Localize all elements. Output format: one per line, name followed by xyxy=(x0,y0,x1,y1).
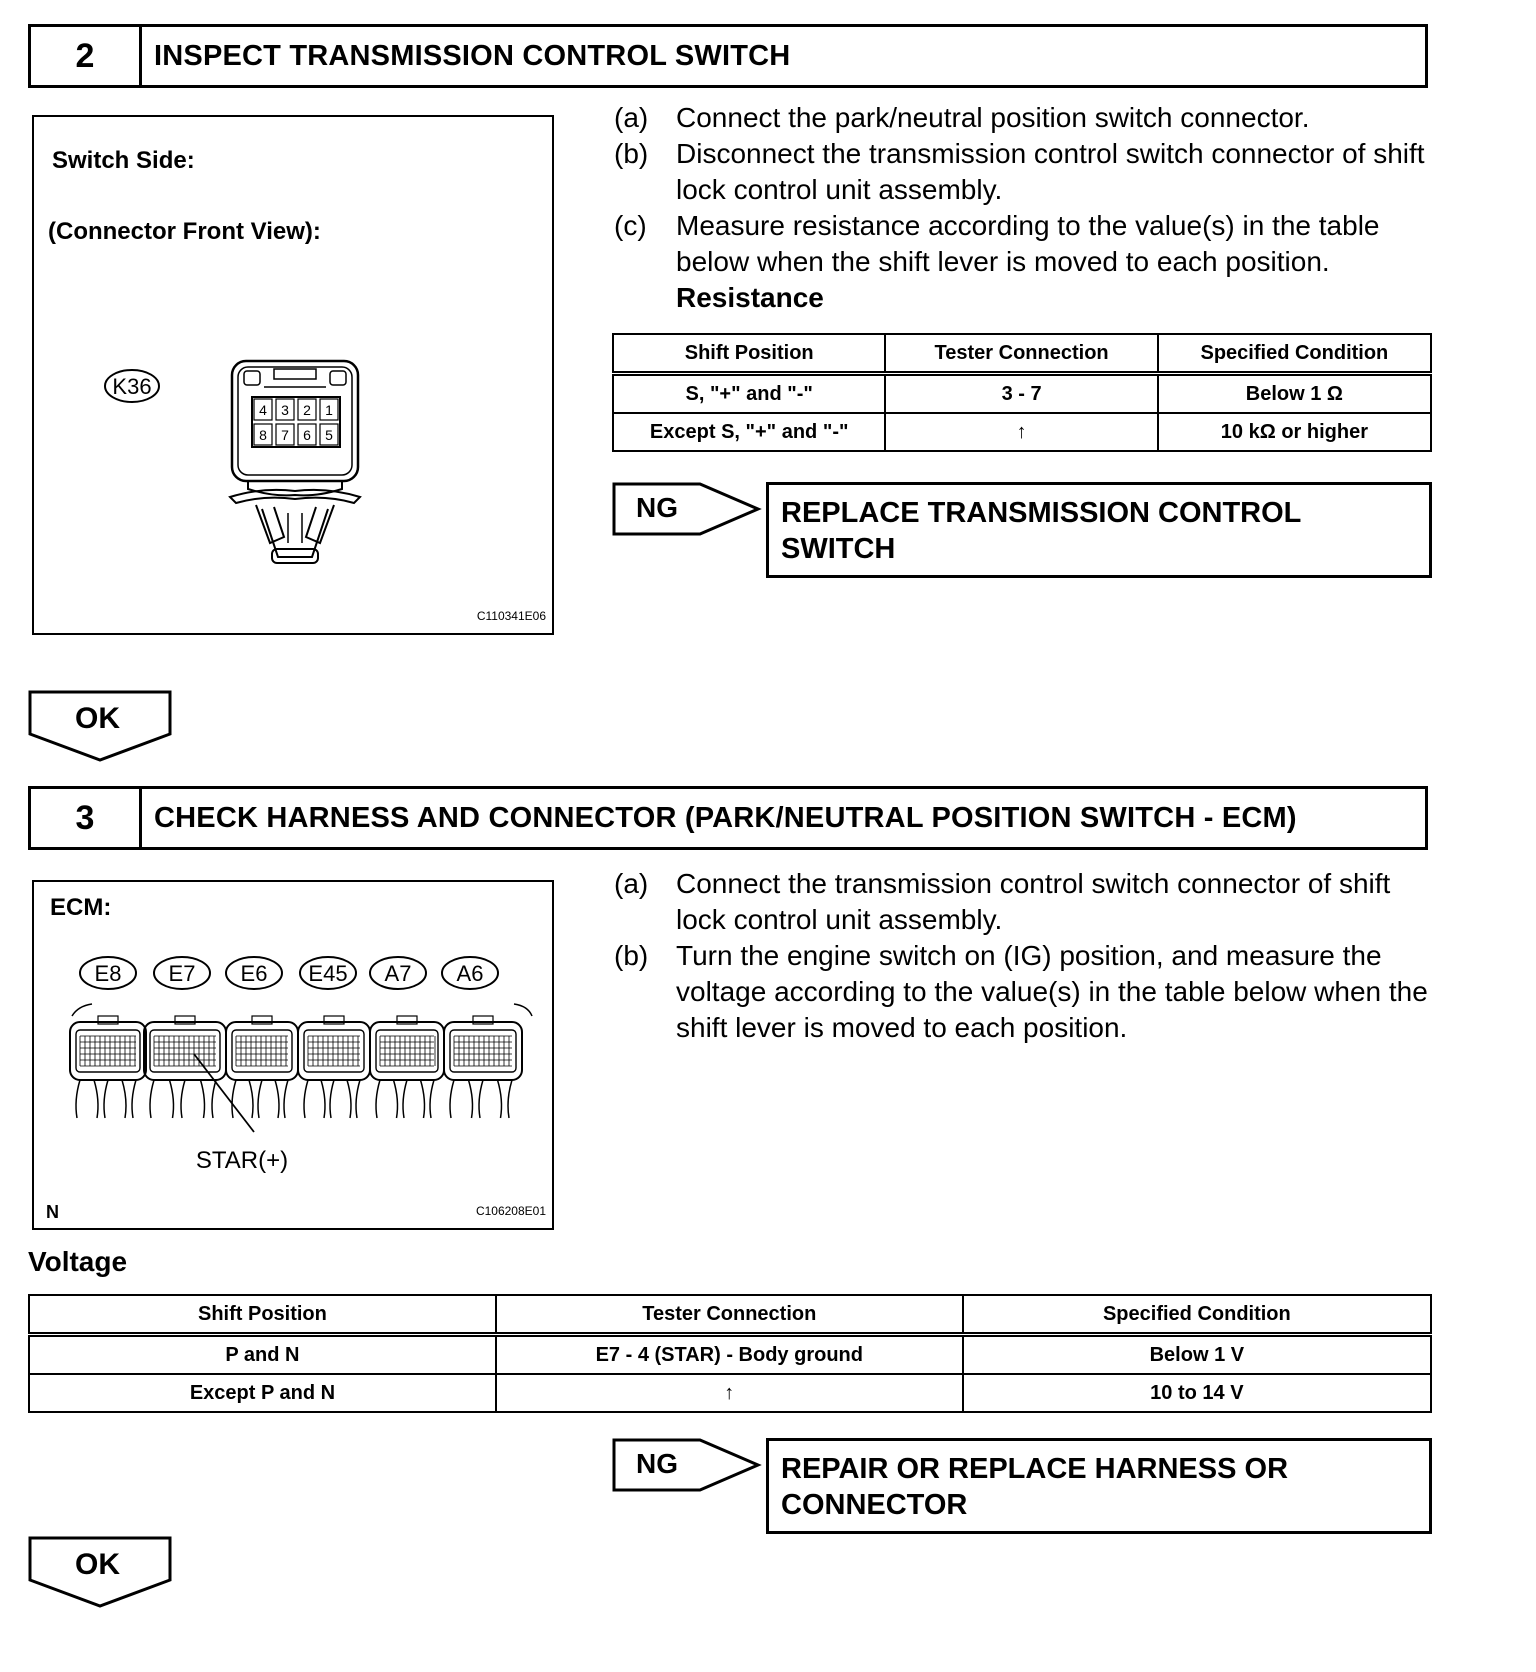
figure-code: C110341E06 xyxy=(476,609,546,623)
table-header: Specified Condition xyxy=(963,1295,1431,1335)
table-header: Specified Condition xyxy=(1158,334,1431,374)
ng-label: NG xyxy=(636,492,678,523)
connector-front-view-label: (Connector Front View): xyxy=(48,218,321,245)
wire-line xyxy=(356,1080,360,1118)
table-row xyxy=(613,374,1431,414)
instruction-item xyxy=(614,938,1434,1046)
instruction-text: Measure resistance according to the value(s) in the table below when the shift lever is moved to each position. xyxy=(676,210,1380,277)
table-cell: ↑ xyxy=(885,413,1157,451)
table-header: Tester Connection xyxy=(885,334,1157,374)
ok-label: OK xyxy=(75,1548,120,1581)
wire-line xyxy=(170,1080,174,1118)
wire-line xyxy=(376,1080,380,1118)
instruction-item xyxy=(614,100,1434,136)
ng-action-box: REPAIR OR REPLACE HARNESS OR CONNECTOR xyxy=(766,1438,1432,1534)
ecm-connector-drawing xyxy=(34,882,552,1228)
wire-line xyxy=(249,1080,253,1118)
table-row xyxy=(29,1335,1431,1375)
wire-line xyxy=(232,1080,236,1118)
wire-line xyxy=(181,1080,185,1118)
table-cell: E7 - 4 (STAR) - Body ground xyxy=(496,1335,963,1375)
wire-line xyxy=(498,1080,502,1118)
resistance-title: Resistance xyxy=(676,282,824,313)
table-header: Tester Connection xyxy=(496,1295,963,1335)
connector-id-label: E6 xyxy=(240,961,268,986)
wire-line xyxy=(430,1080,434,1118)
pin-number-label: 6 xyxy=(303,427,311,443)
step-3-header xyxy=(28,786,1428,850)
wire-line xyxy=(94,1080,98,1118)
wire-line xyxy=(258,1080,262,1118)
voltage-table xyxy=(28,1294,1432,1413)
step-title: INSPECT TRANSMISSION CONTROL SWITCH xyxy=(154,39,791,72)
instruction-text: Turn the engine switch on (IG) position, and measure the voltage according to the value(s) in the table below when the shift lever is moved to each position. xyxy=(676,940,1428,1043)
table-header: Shift Position xyxy=(29,1295,496,1335)
ecm-connector-figure xyxy=(32,880,554,1230)
instruction-item xyxy=(614,136,1434,208)
wire-line xyxy=(347,1080,351,1118)
wire-line xyxy=(284,1080,288,1118)
wire-line xyxy=(421,1080,425,1118)
wire-line xyxy=(104,1080,108,1118)
pin-number-label: 2 xyxy=(303,402,311,418)
table-cell: Below 1 Ω xyxy=(1158,374,1431,414)
instruction-text: Disconnect the transmission control switch connector of shift lock control unit assembly. xyxy=(676,138,1425,205)
connector-id-label: A7 xyxy=(384,961,412,986)
step-2-header xyxy=(28,24,1428,88)
pin-number-label: 8 xyxy=(259,427,267,443)
table-cell: ↑ xyxy=(496,1374,963,1412)
instruction-label: (c) xyxy=(614,210,647,241)
table-cell: 10 to 14 V xyxy=(963,1374,1431,1412)
instruction-text: Connect the park/neutral position switch connector. xyxy=(676,102,1310,133)
wire-line xyxy=(469,1080,473,1118)
pin-number-label: 5 xyxy=(325,427,333,443)
connector-id-label: A6 xyxy=(456,961,484,986)
table-cell: S, "+" and "-" xyxy=(613,374,885,414)
pin-number-label: 3 xyxy=(281,402,289,418)
wire-line xyxy=(479,1080,483,1118)
connector-id-label: E45 xyxy=(308,961,348,986)
table-cell: 10 kΩ or higher xyxy=(1158,413,1431,451)
wire-line xyxy=(450,1080,454,1118)
step-3-instructions xyxy=(614,866,1434,1046)
ng-arrow-icon xyxy=(612,1438,762,1494)
switch-side-label: Switch Side: xyxy=(52,147,195,174)
ng-arrow-icon xyxy=(612,482,762,538)
wire-line xyxy=(304,1080,308,1118)
resistance-table xyxy=(612,333,1432,452)
wire-line xyxy=(403,1080,407,1118)
table-header: Shift Position xyxy=(613,334,885,374)
instruction-item xyxy=(614,866,1434,938)
star-terminal-label: STAR(+) xyxy=(195,1147,289,1174)
instruction-label: (a) xyxy=(614,868,649,899)
table-cell: Except P and N xyxy=(29,1374,496,1412)
wire-line xyxy=(76,1080,80,1118)
wire-line xyxy=(201,1080,205,1118)
wire-line xyxy=(212,1080,216,1118)
step-title: CHECK HARNESS AND CONNECTOR (PARK/NEUTRAL POSITION SWITCH - ECM) xyxy=(154,801,1297,834)
wire-line xyxy=(508,1080,512,1118)
table-row xyxy=(29,1374,1431,1412)
pin-number-label: 7 xyxy=(281,427,289,443)
voltage-title: Voltage xyxy=(28,1246,128,1277)
table-cell: Below 1 V xyxy=(963,1335,1431,1375)
pin-number-label: 1 xyxy=(325,402,333,418)
wire-line xyxy=(122,1080,126,1118)
wire-line xyxy=(394,1080,398,1118)
step-number: 3 xyxy=(31,789,142,847)
wire-line xyxy=(275,1080,279,1118)
ng-label: NG xyxy=(636,1448,678,1479)
wire-line xyxy=(330,1080,334,1118)
step-number: 2 xyxy=(31,27,142,85)
connector-id-label: E7 xyxy=(168,961,196,986)
figure-code: C106208E01 xyxy=(475,1204,546,1218)
step-2-instructions xyxy=(614,100,1434,316)
instruction-text: Connect the transmission control switch connector of shift lock control unit assembly. xyxy=(676,868,1391,935)
table-row xyxy=(613,413,1431,451)
wire-line xyxy=(150,1080,154,1118)
switch-connector-figure xyxy=(32,115,554,635)
corner-n-label: N xyxy=(46,1202,59,1222)
pin-number-label: 4 xyxy=(259,402,267,418)
wire-line xyxy=(132,1080,136,1118)
table-cell: Except S, "+" and "-" xyxy=(613,413,885,451)
instruction-label: (b) xyxy=(614,940,649,971)
table-cell: 3 - 7 xyxy=(885,374,1157,414)
connector-id-label: K36 xyxy=(112,374,152,399)
ok-label: OK xyxy=(75,702,120,735)
connector-id-label: E8 xyxy=(94,961,122,986)
wire-line xyxy=(321,1080,325,1118)
instruction-label: (a) xyxy=(614,102,649,133)
ng-action-box: REPLACE TRANSMISSION CONTROL SWITCH xyxy=(766,482,1432,578)
instruction-item xyxy=(614,208,1434,280)
table-cell: P and N xyxy=(29,1335,496,1375)
switch-connector-drawing xyxy=(34,117,552,633)
instruction-label: (b) xyxy=(614,138,649,169)
ecm-label: ECM: xyxy=(50,894,112,921)
